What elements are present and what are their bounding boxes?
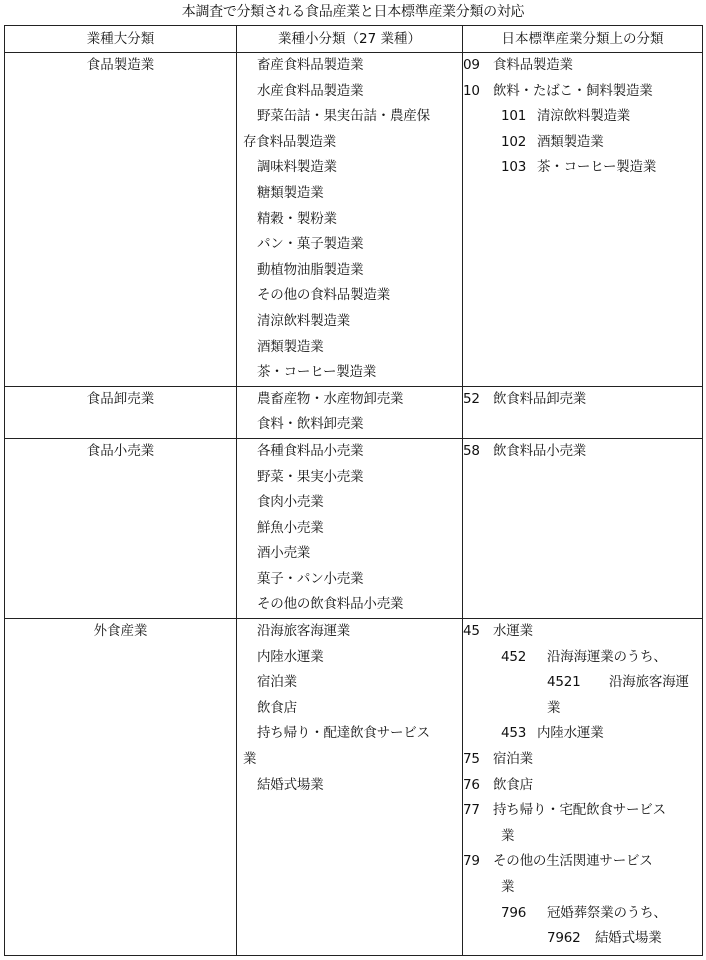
jsic-item — [463, 104, 702, 130]
header-major-category: 業種大分類 — [5, 26, 237, 53]
minor-item: 沿海旅客海運業 — [257, 623, 351, 640]
jsic-code: 452 — [501, 648, 527, 665]
minor-item: 茶・コーヒー製造業 — [257, 364, 377, 381]
jsic-item — [463, 901, 702, 927]
jsic-category-cell — [463, 53, 703, 387]
jsic-item — [463, 155, 702, 181]
header-jsic-category: 日本標準産業分類上の分類 — [463, 26, 703, 53]
minor-item: パン・菓子製造業 — [257, 236, 364, 253]
major-category-label: 食品製造業 — [86, 57, 155, 73]
jsic-code: 79 — [463, 853, 480, 870]
minor-category-cell — [237, 386, 463, 438]
minor-item-wrap: 存食料品製造業 — [243, 133, 337, 150]
minor-item: 精穀・製粉業 — [257, 210, 337, 227]
jsic-item — [463, 53, 702, 79]
jsic-item-wrap — [463, 824, 702, 850]
jsic-label: 沿海旅客海運 — [609, 674, 689, 691]
minor-item: 食肉小売業 — [257, 494, 324, 511]
major-category-label: 食品小売業 — [86, 442, 155, 459]
jsic-item — [463, 798, 702, 824]
table-row-food-service — [5, 619, 703, 956]
jsic-label: 業 — [501, 827, 515, 844]
jsic-code: 76 — [463, 776, 480, 793]
jsic-item — [463, 926, 702, 952]
jsic-code: 453 — [501, 725, 527, 742]
jsic-item — [463, 721, 702, 747]
major-category-label: 外食産業 — [93, 623, 148, 640]
header-minor-category: 業種小分類（27 業種） — [237, 26, 463, 53]
jsic-item — [463, 849, 702, 875]
jsic-label: 飲食店 — [493, 776, 533, 793]
jsic-label: 酒類製造業 — [537, 133, 604, 150]
jsic-item-wrap — [463, 696, 702, 722]
minor-item: 飲食店 — [257, 699, 297, 716]
minor-item-wrap: 業 — [243, 751, 257, 768]
jsic-label: 宿泊業 — [493, 751, 533, 768]
minor-item: 農畜産物・水産物卸売業 — [257, 390, 404, 407]
jsic-label: 茶・コーヒー製造業 — [537, 159, 657, 176]
jsic-item — [463, 439, 702, 465]
minor-category-cell — [237, 619, 463, 956]
jsic-code: 09 — [463, 57, 480, 73]
jsic-code: 52 — [463, 390, 480, 407]
jsic-category-cell — [463, 438, 703, 618]
jsic-label: 沿海海運業のうち、 — [547, 648, 667, 665]
minor-item: 酒類製造業 — [257, 338, 324, 355]
jsic-label: 飲食料品小売業 — [493, 442, 587, 459]
jsic-category-cell — [463, 386, 703, 438]
jsic-item-wrap — [463, 875, 702, 901]
minor-item: 野菜缶詰・果実缶詰・農産保 — [257, 108, 430, 125]
jsic-item — [463, 619, 702, 645]
jsic-label: 業 — [547, 699, 561, 716]
jsic-item — [463, 645, 702, 671]
document-title: 本調査で分類される食品産業と日本標準産業分類の対応 — [181, 4, 525, 20]
jsic-label: 水運業 — [493, 623, 533, 640]
minor-item: 糖類製造業 — [257, 184, 324, 201]
minor-item: 動植物油脂製造業 — [257, 261, 364, 278]
major-category-cell — [5, 386, 237, 438]
jsic-item — [463, 670, 702, 696]
minor-item: 水産食料品製造業 — [257, 82, 364, 99]
jsic-code: 58 — [463, 442, 480, 459]
jsic-label: その他の生活関連サービス — [493, 853, 653, 870]
major-category-cell — [5, 438, 237, 618]
jsic-category-cell — [463, 619, 703, 956]
major-category-cell — [5, 619, 237, 956]
minor-item: 宿泊業 — [257, 674, 297, 691]
jsic-label: 持ち帰り・宅配飲食サービス — [493, 802, 666, 819]
minor-item: 畜産食料品製造業 — [257, 57, 364, 73]
jsic-item — [463, 79, 702, 105]
minor-category-cell — [237, 438, 463, 618]
minor-item: その他の飲食料品小売業 — [257, 596, 404, 613]
jsic-code: 77 — [463, 802, 480, 819]
jsic-label: 清涼飲料製造業 — [537, 108, 631, 125]
jsic-item — [463, 773, 702, 799]
table-row-food-manufacturing — [5, 53, 703, 387]
major-category-cell — [5, 53, 237, 387]
minor-item: 調味料製造業 — [257, 159, 337, 176]
jsic-label: 内陸水運業 — [537, 725, 604, 742]
minor-item: 菓子・パン小売業 — [257, 570, 364, 587]
table-row-food-retail — [5, 438, 703, 618]
minor-item: 各種食料品小売業 — [257, 442, 364, 459]
jsic-label: 業 — [501, 879, 515, 895]
jsic-label: 飲料・たばこ・飼料製造業 — [493, 82, 653, 99]
minor-item: 清涼飲料製造業 — [257, 312, 351, 329]
jsic-item — [463, 387, 702, 413]
jsic-code: 45 — [463, 623, 480, 640]
jsic-item — [463, 130, 702, 156]
jsic-item — [463, 747, 702, 773]
table-row-food-wholesale — [5, 386, 703, 438]
jsic-label: 冠婚葬祭業のうち、 — [547, 904, 667, 921]
minor-item: 酒小売業 — [257, 545, 311, 562]
minor-item: その他の食料品製造業 — [257, 287, 390, 304]
jsic-code: 101 — [501, 108, 527, 125]
minor-item: 食料・飲料卸売業 — [257, 416, 364, 433]
minor-item: 持ち帰り・配達飲食サービス — [257, 725, 430, 742]
table-header-row — [5, 26, 703, 53]
jsic-code: 102 — [501, 133, 527, 150]
minor-category-cell — [237, 53, 463, 387]
jsic-code: 75 — [463, 751, 480, 768]
jsic-label: 飲食料品卸売業 — [493, 390, 587, 407]
jsic-label: 食料品製造業 — [493, 57, 573, 73]
minor-item: 野菜・果実小売業 — [257, 468, 364, 485]
industry-mapping-table — [4, 25, 703, 956]
minor-item: 内陸水運業 — [257, 648, 324, 665]
major-category-label: 食品卸売業 — [86, 390, 155, 407]
jsic-code: 7962 — [547, 930, 581, 947]
jsic-code: 4521 — [547, 674, 581, 691]
jsic-code: 10 — [463, 82, 480, 99]
minor-item: 鮮魚小売業 — [257, 519, 324, 536]
minor-item: 結婚式場業 — [257, 776, 324, 793]
jsic-code: 103 — [501, 159, 527, 176]
jsic-label: 結婚式場業 — [595, 930, 662, 947]
jsic-code: 796 — [501, 904, 527, 921]
